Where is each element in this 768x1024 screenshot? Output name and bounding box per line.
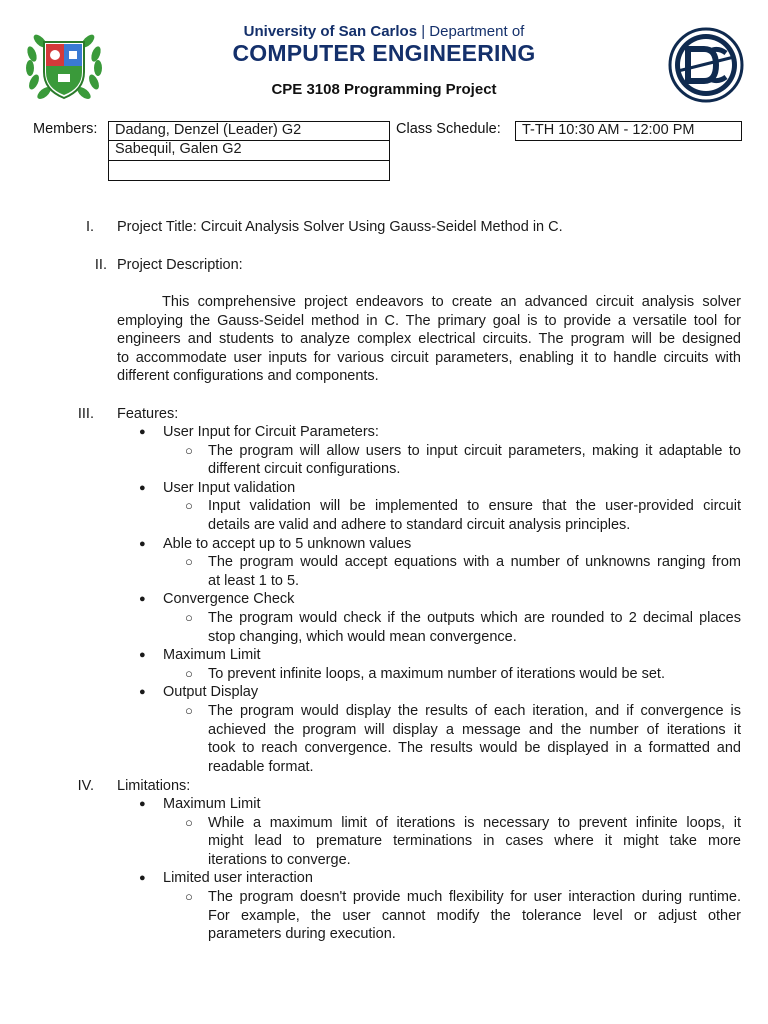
limitations-list xyxy=(117,795,741,944)
feature-item xyxy=(117,590,741,609)
detail-line: achieved the program will display a message and the number of iterations it xyxy=(208,721,741,738)
detail-line: might lead to premature terminations in cases where it might take more xyxy=(208,833,741,850)
limitations-heading: Limitations: xyxy=(117,778,191,794)
feature-item xyxy=(117,535,741,554)
limitation-detail xyxy=(117,814,741,870)
project-title-line: Project Title: Circuit Analysis Solver Using Gauss-Seidel Method in C. xyxy=(117,219,563,235)
detail-line: readable format. xyxy=(208,758,314,775)
member-row-1: Dadang, Denzel (Leader) G2 xyxy=(108,121,390,141)
department-of: Department of xyxy=(429,23,525,40)
detail-line: The program would accept equations with a number of unknowns ranging from xyxy=(208,554,741,571)
member-row-2: Sabequil, Galen G2 xyxy=(108,140,390,161)
feature-detail xyxy=(117,702,741,776)
section-numeral-1: I. xyxy=(85,219,94,235)
detail-line: stop changing, which would mean convergence. xyxy=(208,628,517,645)
limitation-detail xyxy=(117,888,741,944)
detail-line: The program would display the results of each iteration, and if convergence is xyxy=(208,702,741,719)
feature-item xyxy=(117,479,741,498)
limitation-item xyxy=(117,795,741,814)
desc-line: employing the Gauss-Seidel method in C. The primary goal is to provide a versatile tool for xyxy=(117,312,741,329)
detail-line: Input validation will be implemented to ensure that the user-provided circuit xyxy=(208,498,741,515)
circle-bullet-icon: ○ xyxy=(185,442,193,458)
detail-line: details are valid and adhere to standard circuit analysis principles. xyxy=(208,516,631,533)
desc-line: This comprehensive project endeavors to create an advanced circuit analysis solver xyxy=(162,294,741,310)
detail-line: different circuit configurations. xyxy=(208,461,401,478)
circle-bullet-icon: ○ xyxy=(185,888,193,904)
feature-title: Output Display xyxy=(163,684,259,701)
feature-detail xyxy=(117,609,741,646)
detail-line: iterations to converge. xyxy=(208,851,351,868)
feature-detail xyxy=(117,442,741,479)
bullet-icon: ● xyxy=(139,537,146,550)
feature-title: User Input validation xyxy=(163,479,296,496)
member-row-3 xyxy=(108,160,390,181)
limitation-title: Maximum Limit xyxy=(163,796,261,812)
feature-title: Maximum Limit xyxy=(163,647,261,664)
detail-line: The program will allow users to input circuit parameters, making it adaptable to xyxy=(208,442,741,459)
bullet-icon: ● xyxy=(139,593,146,606)
bullet-icon: ● xyxy=(139,426,146,438)
desc-line: different configurations and components. xyxy=(117,368,379,385)
feature-title: Able to accept up to 5 unknown values xyxy=(163,535,412,552)
circle-bullet-icon: ○ xyxy=(185,702,193,718)
members-label: Members: xyxy=(33,121,98,137)
bullet-icon: ● xyxy=(139,649,146,662)
university-line xyxy=(0,23,768,40)
section-numeral-4: IV. xyxy=(77,778,94,794)
class-schedule-value: T-TH 10:30 AM - 12:00 PM xyxy=(515,121,742,141)
bullet-icon: ● xyxy=(139,686,146,699)
class-schedule-label: Class Schedule: xyxy=(396,121,501,137)
detail-line: While a maximum limit of iterations is necessary to prevent infinite loops, it xyxy=(208,814,741,831)
circle-bullet-icon: ○ xyxy=(185,554,193,570)
project-description-paragraph xyxy=(117,293,741,386)
feature-title: User Input for Circuit Parameters: xyxy=(163,424,379,440)
circle-bullet-icon: ○ xyxy=(185,665,193,681)
circle-bullet-icon: ○ xyxy=(185,498,193,514)
detail-line: took to reach convergence. The results would be displayed in a formatted and xyxy=(208,740,741,757)
bullet-icon: ● xyxy=(139,481,146,494)
desc-line: to accommodate user inputs for various circuit parameters, enabling it to handle circuits with xyxy=(117,349,741,366)
circle-bullet-icon: ○ xyxy=(185,814,193,830)
bullet-icon: ● xyxy=(139,872,146,885)
feature-item xyxy=(117,683,741,702)
department-name: COMPUTER ENGINEERING xyxy=(232,40,536,66)
detail-line: For example, the user cannot modify the tolerance level or adjust other xyxy=(208,907,741,924)
project-description-heading: Project Description: xyxy=(117,257,243,273)
detail-line: The program would check if the outputs which are rounded to 2 decimal places xyxy=(208,609,741,626)
features-heading: Features: xyxy=(117,406,179,422)
features-list xyxy=(117,423,741,776)
circle-bullet-icon: ○ xyxy=(185,609,193,625)
bullet-icon: ● xyxy=(139,798,146,810)
desc-line: engineers and students to analyze complex electrical circuits. The program will be designed xyxy=(117,331,741,348)
detail-line: To prevent infinite loops, a maximum number of iterations would be set. xyxy=(208,665,665,682)
section-numeral-2: II. xyxy=(94,257,107,273)
detail-line: The program doesn't provide much flexibility for user interaction during runtime. xyxy=(208,888,741,905)
header-separator: | xyxy=(417,23,430,40)
feature-detail xyxy=(117,553,741,590)
university-name: University of San Carlos xyxy=(243,23,418,40)
limitation-title: Limited user interaction xyxy=(163,870,313,887)
feature-item xyxy=(117,423,741,442)
feature-title: Convergence Check xyxy=(163,591,295,608)
limitation-item xyxy=(117,869,741,888)
feature-detail xyxy=(117,497,741,534)
project-heading: CPE 3108 Programming Project xyxy=(271,81,497,98)
feature-item xyxy=(117,646,741,665)
detail-line: parameters during execution. xyxy=(208,926,396,943)
section-numeral-3: III. xyxy=(77,406,94,422)
feature-detail xyxy=(117,665,741,684)
detail-line: at least 1 to 5. xyxy=(208,572,300,589)
